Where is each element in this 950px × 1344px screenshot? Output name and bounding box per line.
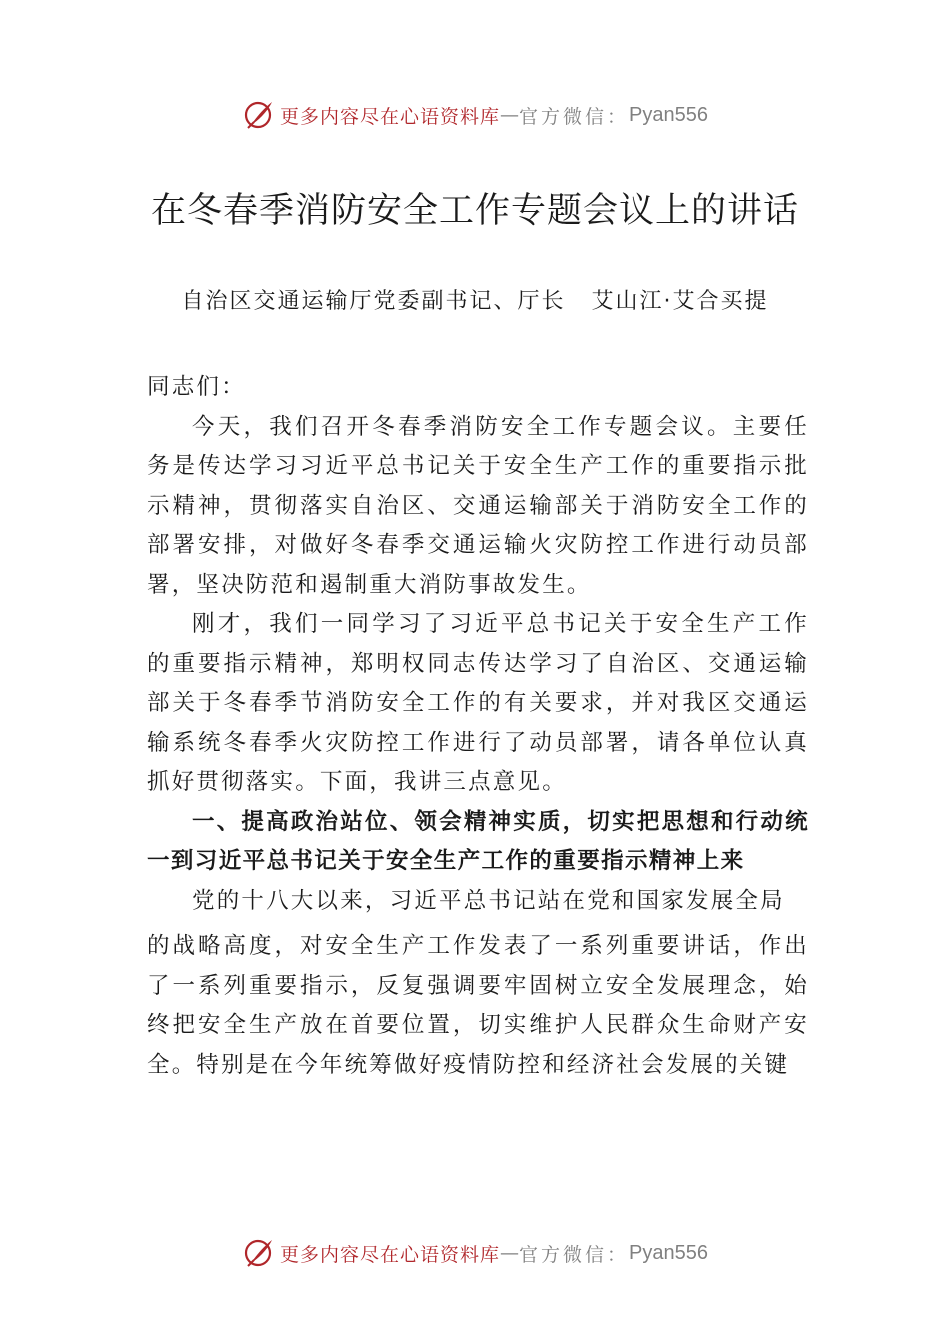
paragraph-1: 今天，我们召开冬春季消防安全工作专题会议。主要任务是传达学习习近平总书记关于安全生产工作的重要指示批示精神，贯彻落实自治区、交通运输部关于消防安全工作的部署安排，对做好冬春季交通运输火灾防控工作进行动员部署，坚决防范和遏制重大消防事故发生。	[147, 413, 809, 598]
author-line	[0, 284, 950, 315]
salutation: 同志们：	[147, 374, 246, 400]
watermark-main-text: 更多内容尽在心语资料库	[280, 1243, 501, 1266]
watermark-separator: —	[500, 1242, 520, 1264]
author-position: 自治区交通运输厅党委副书记、厅长	[181, 289, 566, 314]
paragraph-3-continued: 的战略高度，对安全生产工作发表了一系列重要讲话，作出了一系列重要指示，反复强调要牢固树立安全发展理念，始终把安全生产放在首要位置，切实维护人民群众生命财产安全。特别是在今年统筹做好疫情防控和经济社会发展的关键	[147, 933, 809, 1078]
watermark-wechat-label: 官方微信：	[519, 1243, 630, 1266]
feather-pen-icon	[242, 1236, 276, 1270]
paragraph-3-line-1: 党的十八大以来，习近平总书记站在党和国家发展全局	[192, 887, 785, 914]
author-name: 艾山江·艾合买提	[591, 289, 769, 314]
document-title: 在冬春季消防安全工作专题会议上的讲话	[150, 191, 799, 231]
document-body	[147, 368, 809, 1085]
feather-pen-icon	[242, 98, 276, 132]
paragraph-2: 刚才，我们一同学习了习近平总书记关于安全生产工作的重要指示精神，郑明权同志传达学习了自治区、交通运输部关于冬春季节消防安全工作的有关要求，并对我区交通运输系统冬春季火灾防控工作进行了动员部署，请各单位认真抓好贯彻落实。下面，我讲三点意见。	[147, 611, 809, 795]
watermark-wechat-id: Pyan556	[629, 1241, 708, 1264]
watermark-wechat-label: 官方微信：	[519, 105, 630, 128]
watermark-banner-bottom	[0, 1233, 950, 1273]
watermark-banner-top	[0, 95, 950, 135]
watermark-wechat-id: Pyan556	[629, 103, 708, 126]
watermark-separator: —	[500, 104, 520, 126]
watermark-main-text: 更多内容尽在心语资料库	[280, 105, 501, 128]
section-heading-1: 一、提高政治站位、领会精神实质，切实把思想和行动统一到习近平总书记关于安全生产工作的重要指示精神上来	[147, 808, 809, 874]
